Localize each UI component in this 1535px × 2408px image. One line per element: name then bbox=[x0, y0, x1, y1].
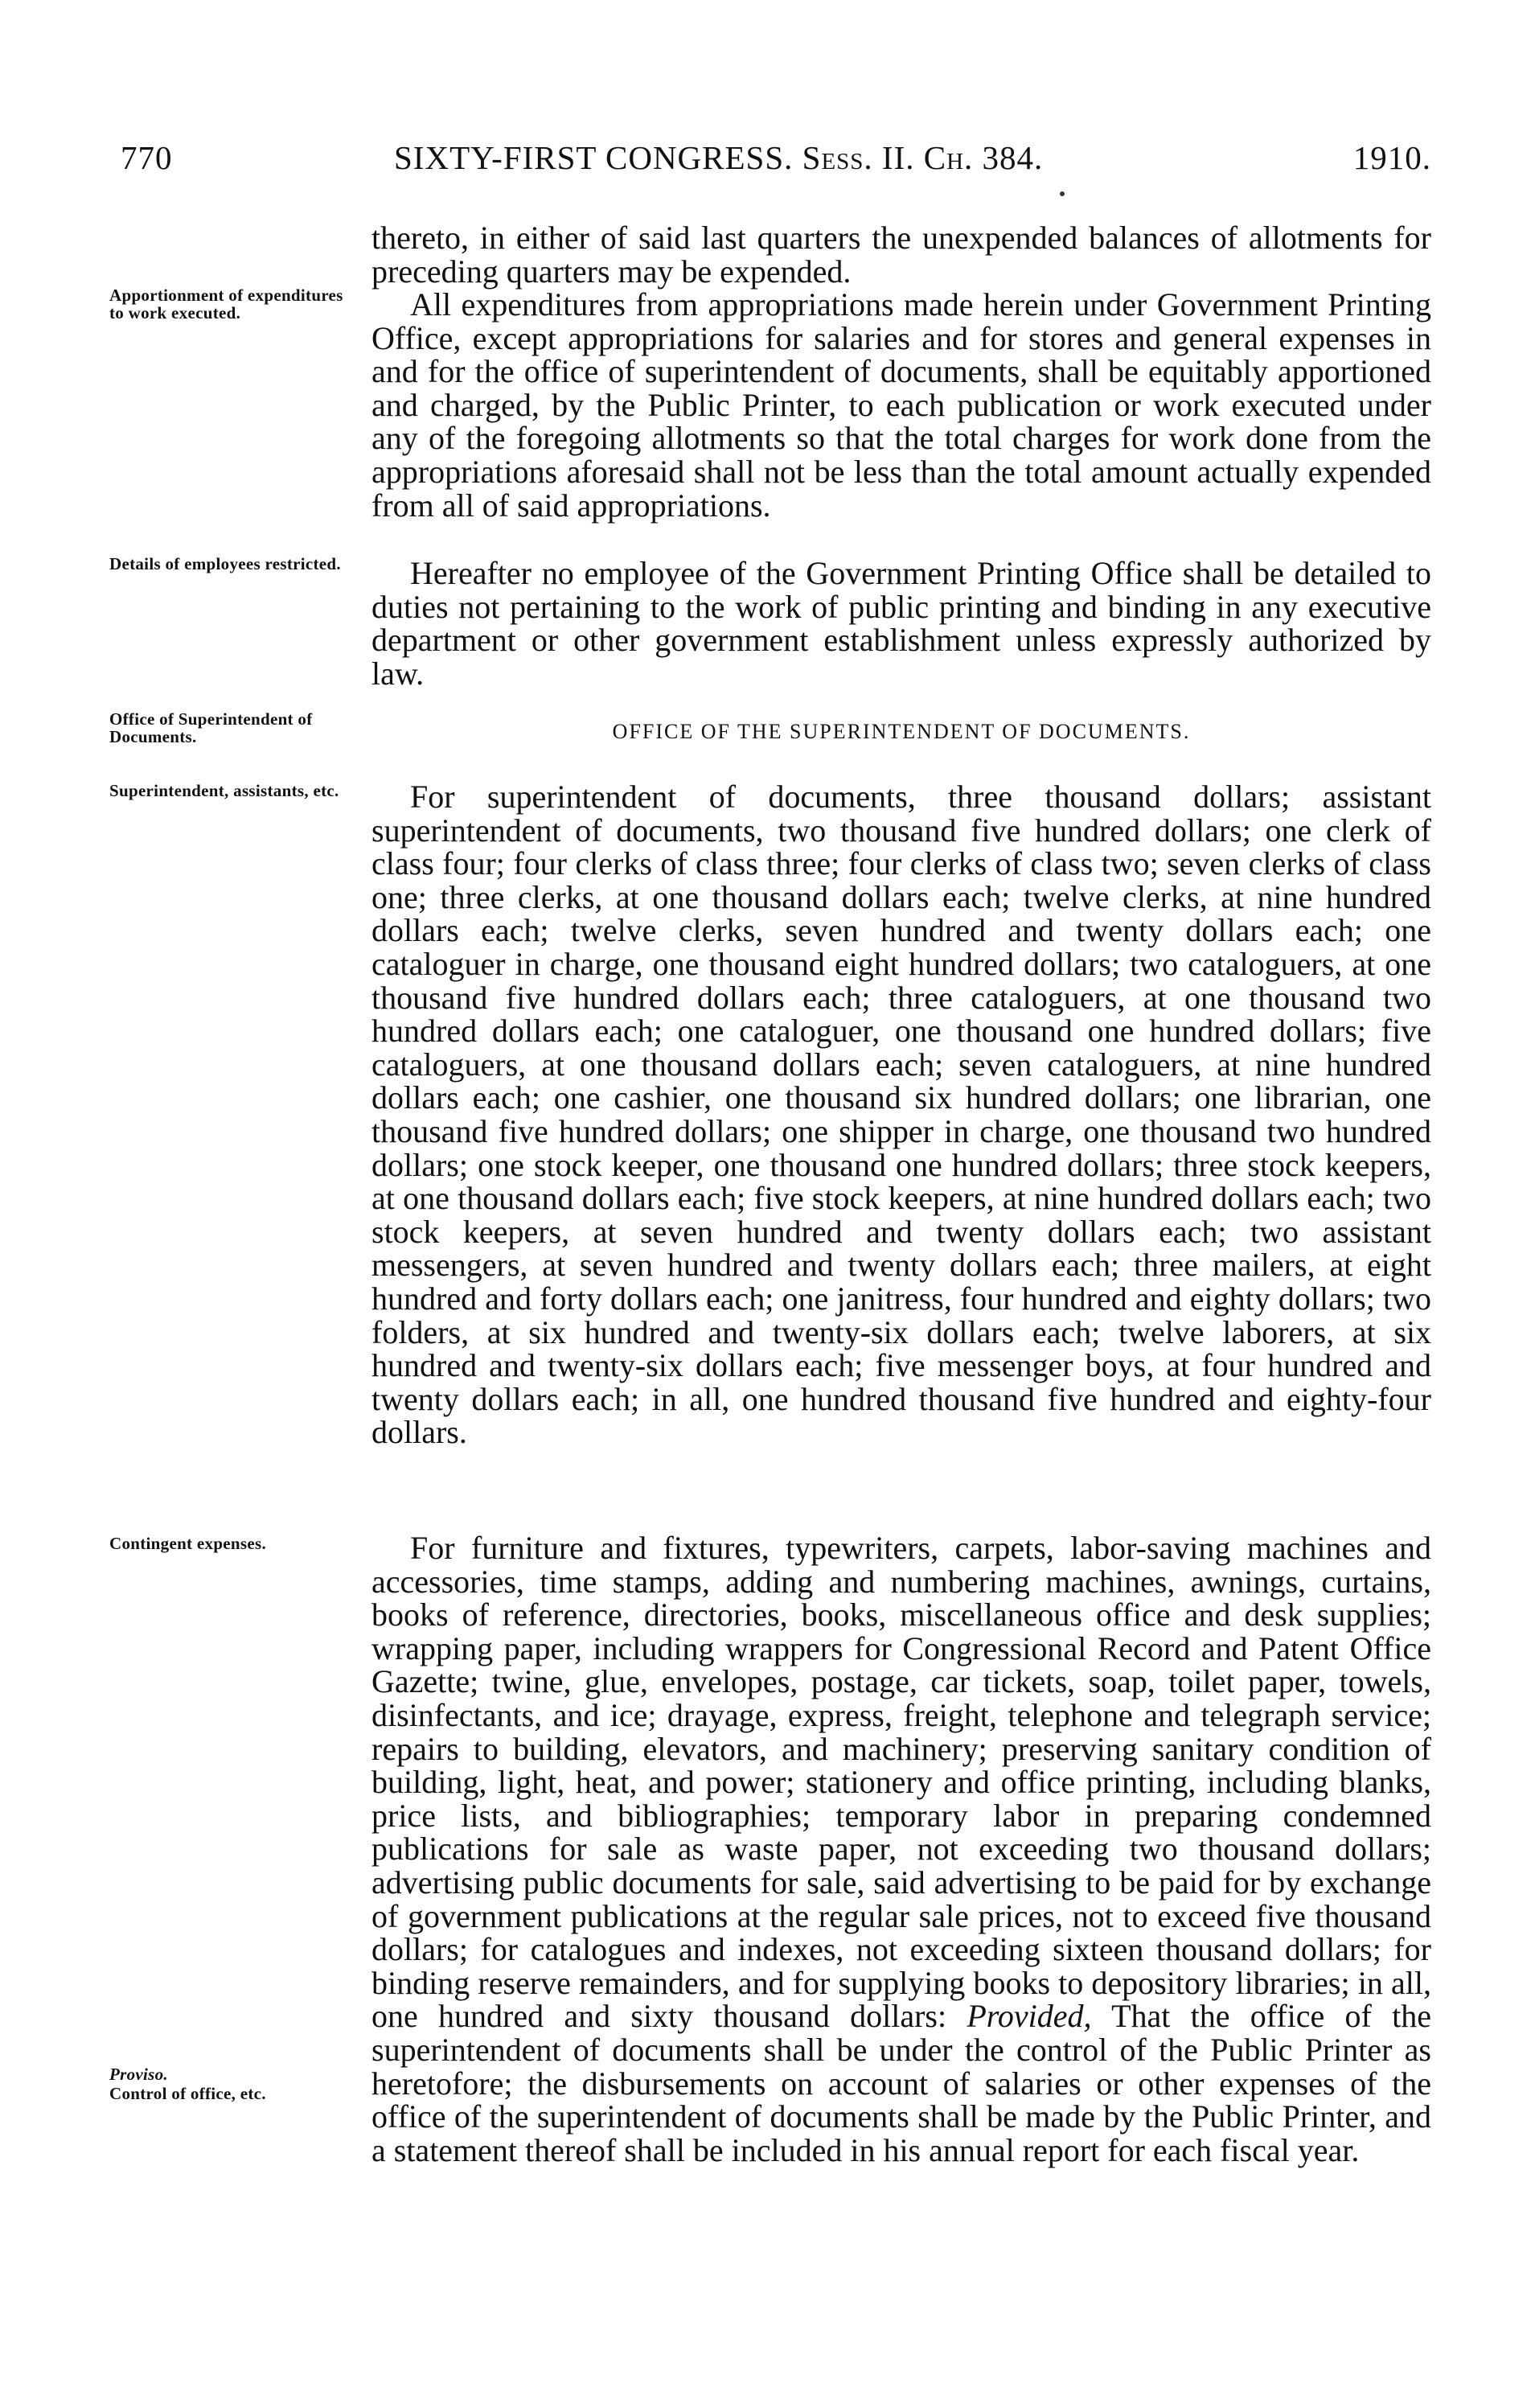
running-head-text bbox=[394, 138, 1043, 177]
paragraph-2: All expenditures from appropriations made herein under Government Printing Office, except appropriations for salaries and for stores and general expenses in and for the office of superintendent of documents, shall be equitably apportioned and charged, by the Public Printer, to each publication or work executed under any of the foregoing allotments so that the total charges for work done from the appropriations aforesaid shall not be less than the total amount actually expended from all of said appropriations. bbox=[371, 286, 1431, 524]
margin-note-details-of-employees: Details of employees restricted. bbox=[109, 554, 341, 573]
session-label: Sess. II. bbox=[802, 139, 915, 176]
paragraph-4: For superintendent of documents, three thousand dollars; assistant superintendent of documents, two thousand five hundred dollars; one clerk of class four; four clerks of class three; four clerks of class two; seven clerks of class one; three clerks, at one thousand dollars each; twelve clerks, at nine hundred dollars each; twelve clerks, seven hundred and twenty dollars each; one cataloguer in charge, one thousand eight hundred dollars; two cataloguers, at one thousand five hundred dollars each; three cataloguers, at one thousand two hundred dollars each; one cataloguer, one thousand one hundred dollars; five cataloguers, at one thousand dollars each; seven cataloguers, at nine hundred dollars each; one cashier, one thousand six hundred dollars; one librarian, one thousand five hundred dollars; one shipper in charge, one thousand two hundred dollars; one stock keeper, one thousand one hundred dollars; three stock keepers, at one thousand dollars each; five stock keepers, at nine hundred dollars each; two stock keepers, at seven hundred and twenty dollars each; two assistant messengers, at seven hundred and twenty dollars each; three mailers, at eight hundred and forty dollars each; one janitress, four hundred and eighty dollars; two folders, at six hundred and twenty-six dollars each; twelve laborers, at six hundred and twenty-six dollars each; five messenger boys, at four hundred and twenty dollars each; in all, one hundred thousand five hundred and eighty-four dollars. bbox=[371, 779, 1431, 1451]
paragraph-contingent bbox=[371, 1531, 1431, 2167]
print-speck bbox=[1060, 191, 1065, 196]
chapter-label: Ch. 384. bbox=[923, 139, 1044, 176]
paragraph-apportionment bbox=[371, 288, 1431, 522]
margin-note-office-superintendent: Office of Superintendent of Documents. bbox=[109, 709, 313, 746]
paragraph-1: thereto, in either of said last quarters the unexpended balances of allotments for preceding quarters may be expended. bbox=[371, 220, 1431, 290]
margin-note-contingent-expenses: Contingent expenses. bbox=[109, 1534, 267, 1553]
header-year: 1910. bbox=[1352, 139, 1431, 176]
paragraph-salaries bbox=[371, 780, 1431, 1449]
running-header bbox=[121, 138, 1431, 187]
proviso-label: Proviso. bbox=[109, 2065, 168, 2084]
page-number: 770 bbox=[121, 139, 173, 176]
paragraph-5 bbox=[371, 1531, 1431, 2167]
margin-note-apportionment: Apportionment of expenditures to work executed. bbox=[109, 286, 343, 323]
paragraph-3: Hereafter no employee of the Government Printing Office shall be detailed to duties not pertaining to the work of public printing and binding in any executive department or other government establishment unless expressly authorized by law. bbox=[371, 555, 1431, 692]
paragraph-5-start: For furniture and fixtures, typewriters, carpets, labor-saving machines and accessories, time stamps, adding and numbering machines, awnings, curtains, books of reference, directories, books, miscellaneous office and desk supplies; wrapping paper, including wrappers for Congressional Record and Patent Office Gazette; twine, glue, envelopes, postage, car tickets, soap, toilet paper, towels, disinfectants, and ice; drayage, express, freight, telephone and telegraph service; repairs to building, elevators, and machinery; preserving sanitary condition of building, light, heat, and power; stationery and office printing, including blanks, price lists, and bibliographies; temporary labor in preparing condemned publications for sale as waste paper, not exceeding two thousand dollars; advertising public documents for sale, said advertising to be paid for by exchange of government publications at the regular sale prices, not to exceed five thousand dollars; for catalogues and indexes, not exceeding sixteen thousand dollars; for binding reserve remainders, and for supplying books to depository libraries; in all, one hundred and sixty thousand dollars: bbox=[371, 1530, 1431, 2035]
congress-title: SIXTY-FIRST CONGRESS. bbox=[394, 139, 794, 176]
paragraph-continuation bbox=[371, 221, 1431, 288]
paragraph-details bbox=[371, 557, 1431, 690]
margin-note-superintendent-assistants: Superintendent, assistants, etc. bbox=[109, 781, 339, 800]
provided-word: Provided, bbox=[967, 1998, 1092, 2035]
margin-note-control-of-office: Control of office, etc. bbox=[109, 2084, 266, 2103]
section-heading: OFFICE OF THE SUPERINTENDENT OF DOCUMENTS. bbox=[612, 720, 1191, 743]
margin-note-proviso bbox=[109, 2065, 359, 2083]
paragraph-5-end: That the office of the superintendent of documents shall be under the control of the Public Printer as heretofore; the disbursements on account of salaries or other expenses of the office of the superintendent of documents shall be made by the Public Printer, and a statement thereof shall be included in his annual report for each fiscal year. bbox=[371, 1998, 1432, 2168]
